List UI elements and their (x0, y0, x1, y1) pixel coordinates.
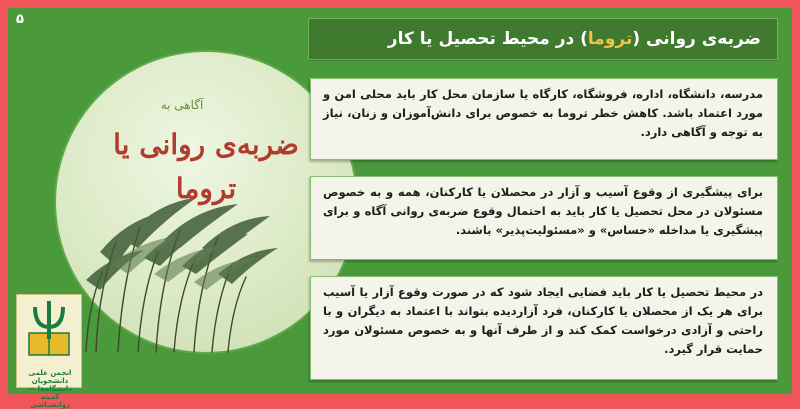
cover-title-line-2: تروما (175, 172, 237, 205)
paragraph-box-1 (310, 78, 778, 160)
page-title (388, 19, 761, 59)
logo-subtitle: انجمن علمی دانشجویان دانشگاه‌ها — کمیته روانشناسی (28, 369, 72, 409)
header-bar (308, 18, 778, 60)
paragraph-1: مدرسه، دانشگاه، اداره، فروشگاه، کارگاه یا سازمان محل کار باید محلی امن و مورد اعتماد باشد. کاهش خطر تروما به خصوص برای دانش‌آموزان و زنان، نیاز به توجه و آگاهی دارد. (323, 87, 763, 139)
psi-book-icon (17, 295, 81, 367)
paragraph-3: در محیط تحصیل یا کار باید فضایی ایجاد شود که در صورت وقوع آزار یا آسیب برای هر یک از محصلان یا کارکنان، فرد آزاردیده بتواند با اعتماد به دیگران و با راحتی و آزادی درخواست کمک کند و از طرف آنها و به خصوص مسئولان مورد حمایت قرار گیرد. (323, 285, 763, 356)
title-accent: تروما (587, 29, 633, 49)
cover-title-line-1: ضربه‌ی روانی یا (113, 128, 299, 161)
paragraph-2: برای پیشگیری از وقوع آسیب و آزار در محصلان یا کارکنان، همه و به خصوص مسئولان در محل تحصیل یا کار باید به احتمال وقوع ضربه‌ی روانی آگاه و برای پیشگیری یا مداخله «حساس» و «مسئولیت‌پذیر» باشند. (323, 185, 763, 237)
cover-caption: آگاهی به (160, 98, 204, 112)
title-part-2: ) در محیط تحصیل یا کار (387, 29, 588, 49)
paragraph-box-3 (310, 276, 778, 380)
title-part-1: ضربه‌ی روانی ( (632, 29, 761, 49)
page-number: ۵ (16, 12, 24, 27)
organization-logo (16, 294, 82, 409)
paragraph-box-2 (310, 176, 778, 260)
slide (8, 8, 792, 409)
